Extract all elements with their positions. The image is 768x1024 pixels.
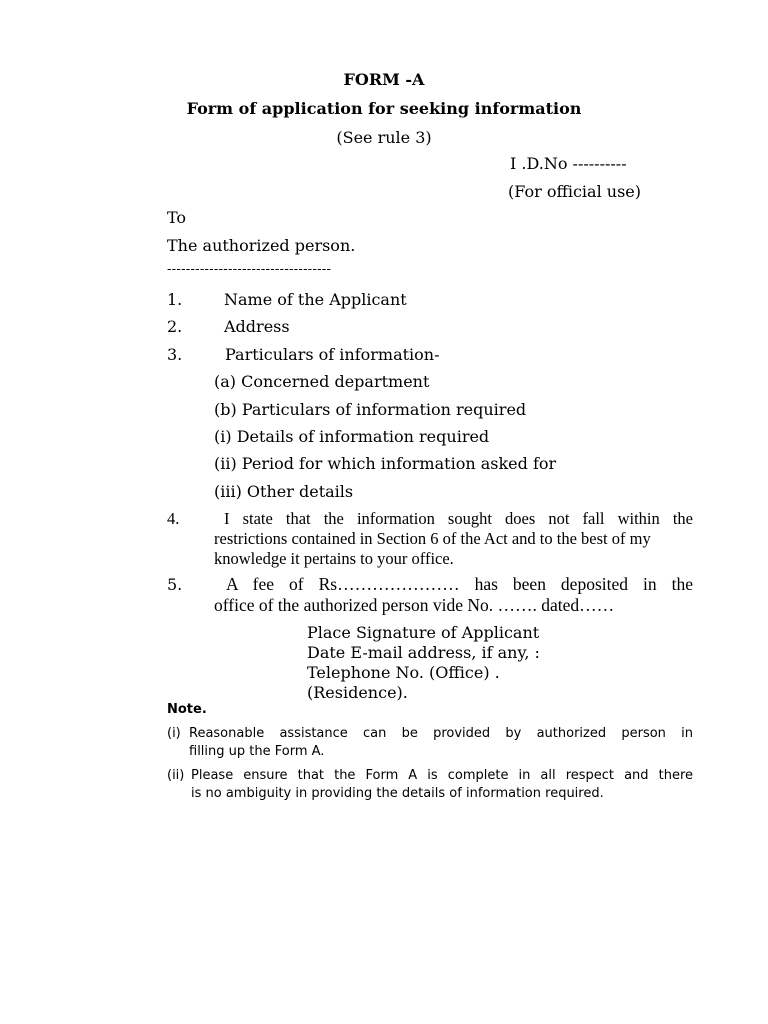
- declaration-line-1: I state that the information sought does not fall within the: [224, 509, 693, 528]
- subitem-ii: (ii) Period for which information asked for: [214, 454, 557, 473]
- declaration-line-3: knowledge it pertains to your office.: [214, 549, 454, 568]
- note-1-line-2: filling up the Form A.: [189, 744, 325, 759]
- id-number: I .D.No ----------: [510, 154, 627, 173]
- blank-line: -----------------------------------: [167, 262, 332, 277]
- item-4-number: 4.: [167, 509, 180, 528]
- official-use-note: (For official use): [508, 182, 641, 201]
- note-2-line-1: Please ensure that the Form A is complete in all respect and there: [191, 768, 693, 783]
- item-1-label: Name of the Applicant: [224, 290, 407, 309]
- item-3-number: 3.: [167, 345, 183, 364]
- fee-line-2: office of the authorized person vide No. ……. dated……: [214, 595, 615, 615]
- rule-reference: (See rule 3): [336, 128, 432, 147]
- item-1-number: 1.: [167, 290, 183, 309]
- note-1-label: (i): [167, 726, 181, 741]
- signature-place-line: Place Signature of Applicant: [307, 623, 540, 642]
- item-2-number: 2.: [167, 317, 183, 336]
- signature-date-line: Date E-mail address, if any, :: [307, 643, 540, 662]
- note-2-label: (ii): [167, 768, 185, 783]
- item-5-number: 5.: [167, 575, 183, 594]
- signature-residence-line: (Residence).: [307, 683, 408, 702]
- note-1-line-1: Reasonable assistance can be provided by authorized person in: [189, 726, 693, 741]
- recipient: The authorized person.: [167, 236, 356, 255]
- note-2-line-2: is no ambiguity in providing the details of information required.: [191, 786, 604, 801]
- subitem-iii: (iii) Other details: [214, 482, 354, 501]
- fee-line-1: A fee of Rs………………… has been deposited in the: [226, 574, 693, 594]
- form-title: Form of application for seeking information: [186, 99, 582, 118]
- signature-telephone-line: Telephone No. (Office) .: [307, 663, 500, 682]
- note-heading: Note.: [167, 702, 207, 717]
- declaration-line-2: restrictions contained in Section 6 of the Act and to the best of my: [214, 529, 651, 548]
- subitem-a: (a) Concerned department: [214, 372, 430, 391]
- form-label: FORM -A: [343, 70, 425, 89]
- item-2-label: Address: [224, 317, 290, 336]
- to-label: To: [167, 208, 187, 227]
- item-3-label: Particulars of information-: [225, 345, 440, 364]
- subitem-b: (b) Particulars of information required: [214, 400, 527, 419]
- subitem-i: (i) Details of information required: [214, 427, 490, 446]
